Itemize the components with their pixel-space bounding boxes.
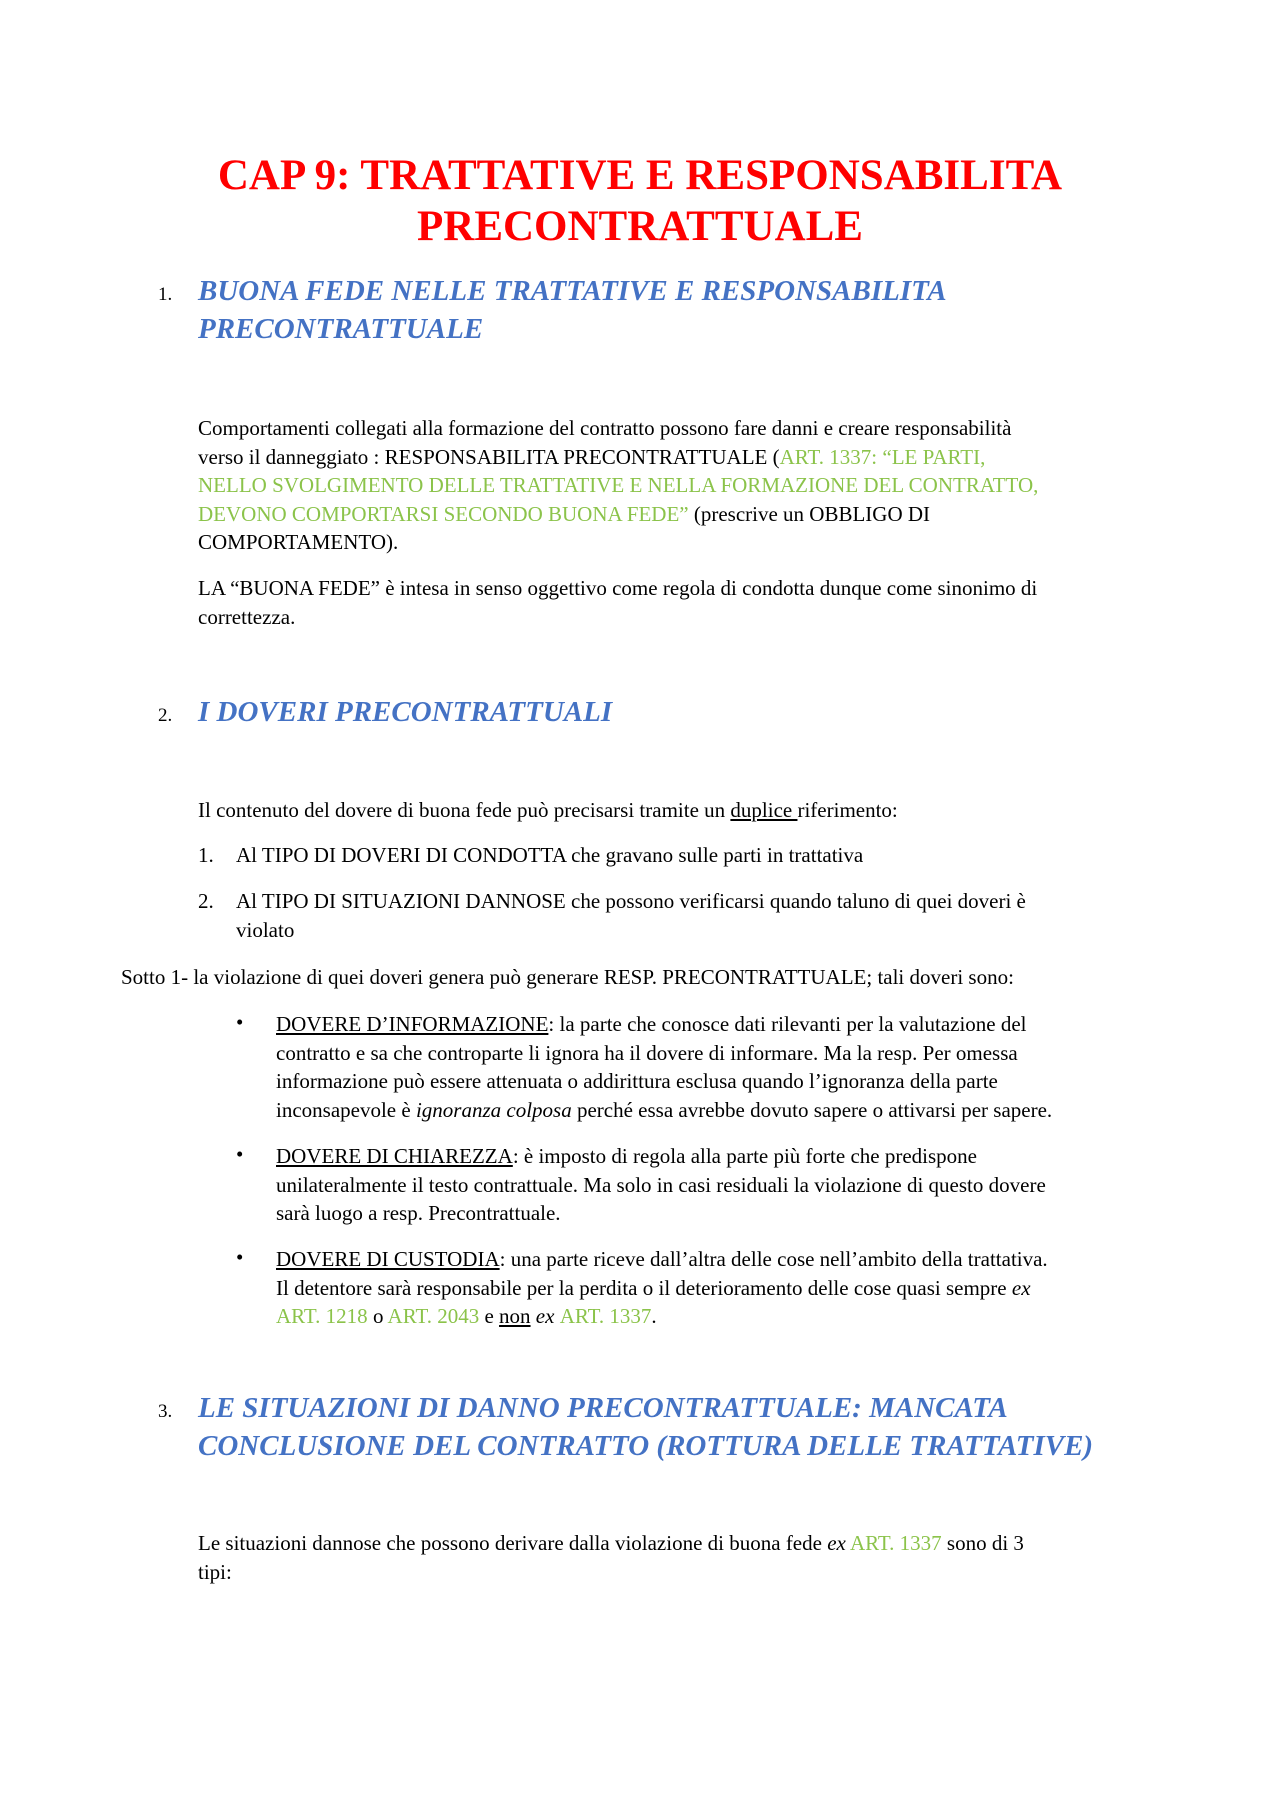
- art-1337-quote-line: NELLO SVOLGIMENTO DELLE TRATTATIVE E NELLA FORMAZIONE DEL CONTRATTO,: [198, 473, 1039, 497]
- bullet-1-marker: •: [236, 1010, 244, 1034]
- s1-p2-line-2: correttezza.: [198, 604, 296, 629]
- s2-intro-b: riferimento:: [797, 798, 898, 822]
- dovere-custodia-label: DOVERE DI CUSTODIA: [276, 1247, 500, 1271]
- list-item-1-text: Al TIPO DI DOVERI DI CONDOTTA che gravano sulle parti in trattativa: [236, 843, 864, 867]
- sotto-paragraph: [121, 963, 1014, 992]
- s1-p1-line-1: Comportamenti collegati alla formazione del contratto possono fare danni e creare responsabilità: [198, 416, 1012, 440]
- dovere-informazione-label: DOVERE D’INFORMAZIONE: [276, 1012, 549, 1036]
- page-title: [0, 150, 1280, 252]
- b1-line-2: contratto e sa che controparte li ignora ha il dovere di informare. Ma la resp. Per omessa: [276, 1040, 1018, 1065]
- ignoranza-colposa-italic: ignoranza colposa: [415, 1097, 572, 1122]
- s3-line-2: tipi:: [198, 1559, 232, 1584]
- s3-line-1b: sono di 3: [941, 1531, 1024, 1555]
- list-item-2: [236, 887, 1026, 944]
- b2-line-1: : è imposto di regola alla parte più forte che predispone: [512, 1144, 977, 1168]
- section-3-number: 3.: [158, 1401, 173, 1422]
- b3-end: .: [651, 1304, 657, 1328]
- section-1-paragraph-1: [198, 414, 1038, 557]
- s1-p2-line-1: LA “BUONA FEDE” è intesa in senso oggettivo come regola di condotta dunque come sinonimo di: [198, 576, 1038, 600]
- section-2-heading-line-1: I DOVERI PRECONTRATTUALI: [198, 696, 613, 728]
- b2-line-2: unilateralmente il testo contrattuale. Ma solo in casi residuali la violazione di questo dovere: [276, 1172, 1046, 1197]
- section-2-number: 2.: [158, 705, 173, 726]
- b3-ex-2-italic: ex: [530, 1304, 560, 1328]
- section-1-heading-line-1: BUONA FEDE NELLE TRATTATIVE E RESPONSABILITA: [198, 275, 947, 307]
- b3-line-1: : una parte riceve dall’altra delle cose nell’ambito della trattativa.: [499, 1247, 1048, 1271]
- section-3-heading-line-1: LE SITUAZIONI DI DANNO PRECONTRATTUALE: MANCATA: [198, 1392, 1008, 1424]
- s1-p1-line-2a: verso il danneggiato : RESPONSABILITA PRECONTRATTUALE (: [198, 444, 780, 469]
- b3-line-2a: Il detentore sarà responsabile per la perdita o il deterioramento delle cose quasi sempre: [276, 1275, 1012, 1300]
- s3-ex-italic: ex: [827, 1531, 846, 1555]
- b1-line-4a: inconsapevole è: [276, 1097, 416, 1122]
- art-1337-reference: ART. 1337: “LE PARTI,: [779, 444, 986, 469]
- bullet-2-marker: •: [236, 1142, 244, 1166]
- b2-line-3: sarà luogo a resp. Precontrattuale.: [276, 1201, 561, 1225]
- section-1-paragraph-2: [198, 574, 1037, 631]
- s2-intro-a: Il contenuto del dovere di buona fede può precisarsi tramite un: [198, 798, 731, 822]
- section-2-heading: [198, 693, 612, 731]
- s2-intro-underlined: duplice: [730, 798, 798, 822]
- s1-p1-line-4b: (prescrive un OBBLIGO DI: [688, 501, 931, 526]
- list-item-2-number: 2.: [198, 889, 214, 913]
- section-1-heading: [198, 272, 947, 348]
- bullet-item-informazione: [276, 1010, 1052, 1124]
- list-item-2-line-2: violato: [236, 917, 295, 942]
- s1-p1-line-5: COMPORTAMENTO).: [198, 530, 399, 554]
- section-3-paragraph: [198, 1529, 1024, 1586]
- art-1337-reference-3: ART. 1337: [845, 1531, 942, 1555]
- bullet-item-custodia: [276, 1245, 1048, 1331]
- dovere-chiarezza-label: DOVERE DI CHIAREZZA: [276, 1144, 513, 1168]
- section-1-heading-line-2: PRECONTRATTUALE: [198, 313, 484, 345]
- section-3-heading: [198, 1389, 1093, 1465]
- art-2043-reference: ART. 2043: [387, 1304, 480, 1328]
- title-line-2: PRECONTRATTUALE: [417, 203, 863, 250]
- bullet-item-chiarezza: [276, 1142, 1046, 1228]
- b1-line-3: informazione può essere attenuata o addirittura esclusa quando l’ignoranza della parte: [276, 1069, 998, 1093]
- s3-line-1a: Le situazioni dannose che possono derivare dalla violazione di buona fede: [198, 1531, 828, 1555]
- section-3-heading-line-2: CONCLUSIONE DEL CONTRATTO (ROTTURA DELLE TRATTATIVE): [198, 1430, 1094, 1462]
- list-item-1: [236, 841, 863, 870]
- b1-line-4b: perché essa avrebbe dovuto sapere o attivarsi per sapere.: [571, 1097, 1053, 1122]
- b3-e: e: [479, 1304, 500, 1328]
- section-2-intro: [198, 796, 898, 825]
- art-1218-reference: ART. 1218: [276, 1304, 368, 1328]
- list-item-1-number: 1.: [198, 843, 214, 867]
- art-1337-reference-2: ART. 1337: [559, 1304, 652, 1328]
- b3-o: o: [367, 1304, 388, 1328]
- bullet-3-marker: •: [236, 1245, 244, 1269]
- art-1337-quote-end: DEVONO COMPORTARSI SECONDO BUONA FEDE”: [198, 501, 689, 526]
- b3-non-underlined: non: [499, 1304, 531, 1328]
- title-line-1: CAP 9: TRATTATIVE E RESPONSABILITA: [217, 152, 1063, 199]
- b1-line-1: : la parte che conosce dati rilevanti per la valutazione del: [548, 1012, 1027, 1036]
- list-item-2-line-1: Al TIPO DI SITUAZIONI DANNOSE che possono verificarsi quando taluno di quei doveri è: [236, 889, 1026, 913]
- b3-ex-italic: ex: [1011, 1275, 1031, 1300]
- section-1-number: 1.: [158, 284, 173, 305]
- sotto-text: Sotto 1- la violazione di quei doveri genera può generare RESP. PRECONTRATTUALE; tali doveri sono:: [121, 965, 1014, 989]
